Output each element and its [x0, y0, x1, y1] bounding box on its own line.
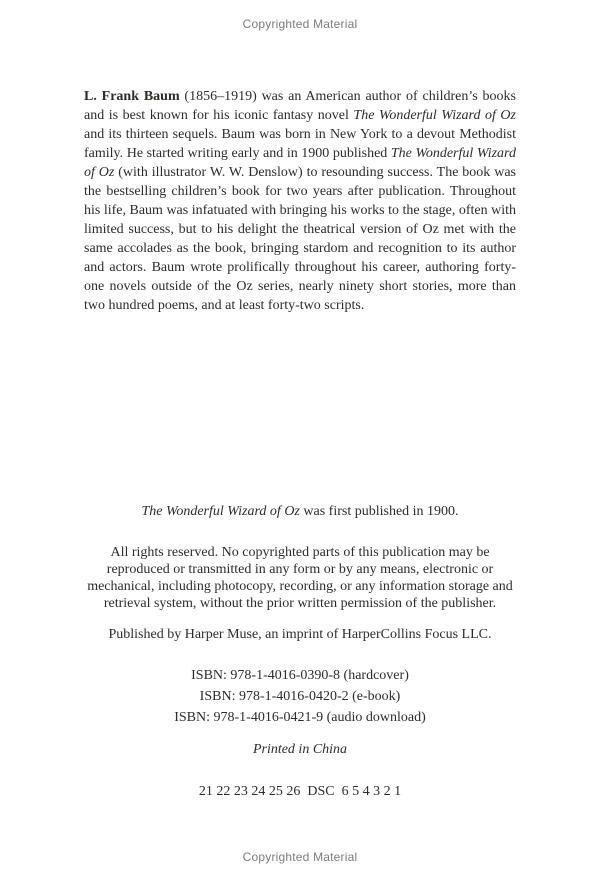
bio-text: and its thirteen sequels. Baum was born in New York to a devout Methodist family. He started writing early and in 1900 published — [84, 127, 516, 161]
copyrighted-material-bottom: Copyrighted Material — [242, 850, 358, 864]
isbn-block — [0, 665, 600, 728]
author-bio-paragraph — [84, 87, 516, 315]
rights-notice: All rights reserved. No copyrighted parts of this publication may be reproduced or transmitted in any form or by any means, electronic or mechanical, including photocopy, recording, or any information storage and retrieval system, without the prior written permission of the publisher. — [87, 545, 513, 611]
printed-in-line: Printed in China — [252, 742, 348, 757]
isbn-ebook: ISBN: 978-1-4016-0420-2 (e-book) — [199, 689, 401, 704]
bio-text: (with illustrator W. W. Denslow) to resounding success. The book was the bestselling children’s book for two years after publication. Throughout his life, Baum was infatuated with bringing his works to the stage, often with limited success, but to his delight the theatrical version of Oz met with the same accolades as the book, bringing stardom and recognition to its author and actors. Baum wrote prolifically throughout his career, authoring forty-one novels outside of the Oz series, nearly ninety short stories, more than two hundred poems, and at least forty-two scripts. — [84, 165, 516, 313]
printer-key-line: 21 22 23 24 25 26 DSC 6 5 4 3 2 1 — [198, 784, 402, 799]
first-published-text: was first published in 1900. — [299, 504, 459, 519]
book-title: The Wonderful Wizard of Oz — [353, 108, 516, 123]
book-title: The Wonderful Wizard of Oz — [141, 504, 300, 519]
publisher-line: Published by Harper Muse, an imprint of HarperCollins Focus LLC. — [108, 627, 492, 642]
copyrighted-material-top: Copyrighted Material — [242, 17, 358, 31]
first-published-line — [0, 503, 600, 520]
isbn-audio: ISBN: 978-1-4016-0421-9 (audio download) — [174, 710, 426, 725]
author-name: L. Frank Baum — [84, 89, 180, 104]
bio-text: (1856–1919) was an American author of children’s books and is best known for his iconic fantasy novel — [84, 89, 516, 123]
isbn-hardcover: ISBN: 978-1-4016-0390-8 (hardcover) — [191, 668, 409, 683]
book-title: The Wonderful Wizard of Oz — [84, 146, 516, 180]
